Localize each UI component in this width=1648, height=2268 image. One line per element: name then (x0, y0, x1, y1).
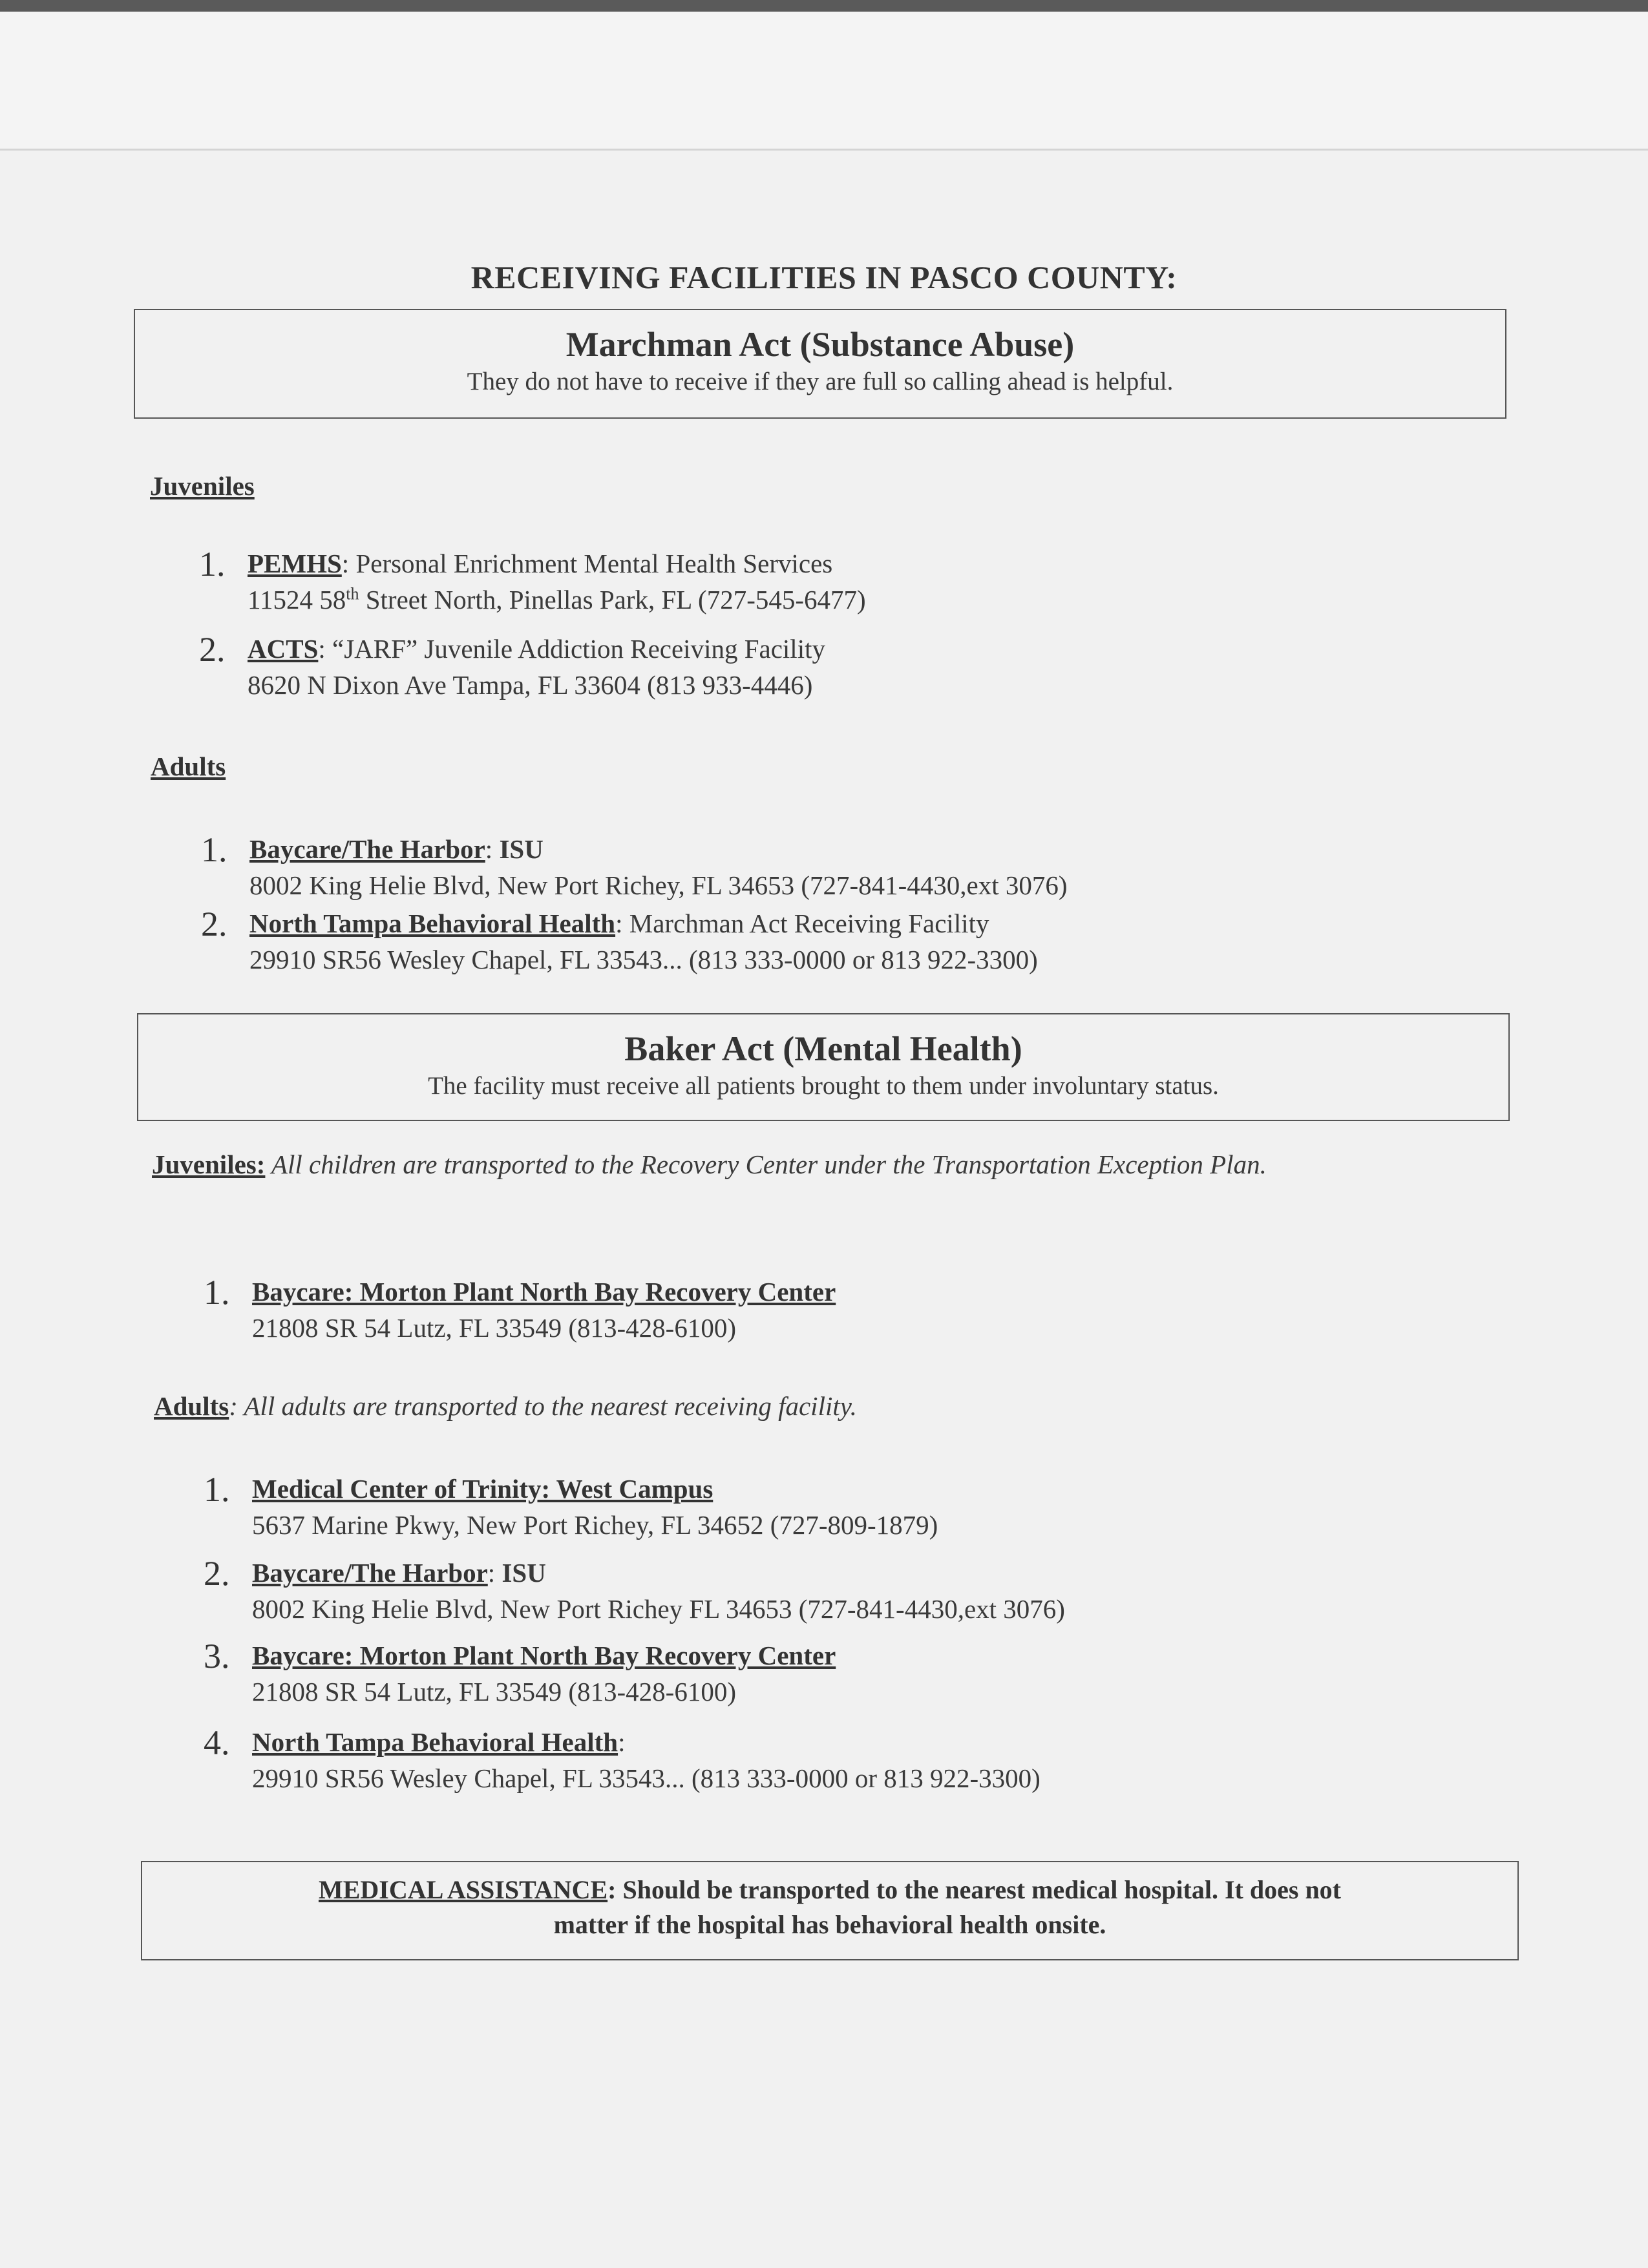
facility-address: 29910 SR56 Wesley Chapel, FL 33543... (813 333-0000 or 813 922-3300) (249, 945, 1038, 974)
facility-name: Baycare/The Harbor (249, 834, 485, 864)
facility-address: 21808 SR 54 Lutz, FL 33549 (813-428-6100) (252, 1313, 736, 1343)
baker-juveniles-label: Juveniles: (152, 1150, 266, 1179)
facility-description: “JARF” Juvenile Addiction Receiving Facility (332, 634, 825, 664)
facility-address: 5637 Marine Pkwy, New Port Richey, FL 34652 (727-809-1879) (252, 1510, 938, 1540)
document-page: RECEIVING FACILITIES IN PASCO COUNTY: Marchman Act (Substance Abuse) They do not have to receive if they are full so calling ahead is helpful. Juveniles 1. PEMHS: Personal Enrichment Mental Health Services 11524 58th Street North, Pinellas Park, FL (727-545-6477) 2. ACTS: “JARF” Juvenile Addiction Receiving Facility 8620 N Dixon Ave Tampa, FL 33604 (813 933-4446) Adults 1. Baycare/The Harbor: ISU 8002 King Helie Blvd, New Port Richey, FL 34653 (727-841-4430,ext 3076) 2. North Tampa Behavioral Health: Marchman Act Receiving Facility 29910 SR56 Wesley Chapel, FL 33543... (813 333-0000 or 813 922-3300) Baker Act (Mental Health) The facility must receive all patients brought to them under involuntary status. Juveniles: All children are transported to the Recovery Center under the Transportation Exception Plan. 1. Baycare: Morton Plant North Bay Recovery Center 21808 SR 54 Lutz, FL 33549 (813-428-6100) Adults: All adults are transported to the nearest receiving facility. 1. Medical Center of Trinity: West Campus 5637 Marine Pkwy, New Port Richey, FL 34652 (727-809-1879) 2. Baycare/The Harbor: ISU 8002 King Helie Blvd, New Port Richey FL 34653 (727-841-4430,ext 3076) 3. Baycare: Morton Plant North Bay Recovery Center 21808 SR 54 Lutz, FL 33549 (813-428-6100) 4. North Tampa Behavioral Health: 29910 SR56 Wesley Chapel, FL 33543... (813 333-0000 or 813 922-3300) MEDICAL ASSISTANCE: Should be transported to the nearest medical hospital. It does not matter if the hospital has behavioral health onsite. (0, 0, 1648, 2266)
baker-adults-note: Adults: All adults are transported to the nearest receiving facility. (154, 1391, 857, 1421)
item-number: 1. (204, 1273, 230, 1312)
marchman-adults-label: Adults (151, 751, 226, 781)
facility-name: North Tampa Behavioral Health (249, 908, 616, 938)
marchman-act-note: They do not have to receive if they are full so calling ahead is helpful. (467, 368, 1174, 395)
facility-name: Baycare: Morton Plant North Bay Recovery Center (252, 1277, 836, 1307)
facility-description: Personal Enrichment Mental Health Services (355, 549, 833, 578)
medical-assistance-box (141, 1861, 1519, 1960)
facility-name: PEMHS (248, 549, 342, 578)
baker-act-box (137, 1013, 1510, 1121)
item-number: 1. (204, 1470, 230, 1509)
marchman-act-box (134, 309, 1506, 419)
item-number: 2. (201, 905, 227, 943)
medical-assistance-label: MEDICAL ASSISTANCE (318, 1875, 608, 1904)
item-number: 1. (199, 545, 226, 583)
facility-address: 21808 SR 54 Lutz, FL 33549 (813-428-6100) (252, 1677, 736, 1706)
item-number: 2. (204, 1554, 230, 1593)
page-title: RECEIVING FACILITIES IN PASCO COUNTY: (470, 259, 1178, 295)
baker-act-note: The facility must receive all patients brought to them under involuntary status. (428, 1072, 1219, 1100)
baker-act-heading: Baker Act (Mental Health) (624, 1029, 1022, 1068)
facility-name: North Tampa Behavioral Health (252, 1727, 618, 1757)
marchman-act-heading: Marchman Act (Substance Abuse) (565, 325, 1075, 364)
facility-description: ISU (502, 1558, 546, 1588)
facility-address: 8002 King Helie Blvd, New Port Richey FL 34653 (727-841-4430,ext 3076) (252, 1594, 1065, 1624)
facility-description: ISU (499, 834, 544, 864)
facility-name: Medical Center of Trinity: West Campus (252, 1474, 713, 1504)
facility-description: Marchman Act Receiving Facility (629, 908, 989, 938)
facility-name: ACTS (248, 634, 319, 664)
facility-name: Baycare/The Harbor (252, 1558, 488, 1588)
item-number: 4. (204, 1723, 230, 1762)
facility-address: 8002 King Helie Blvd, New Port Richey, FL 34653 (727-841-4430,ext 3076) (249, 870, 1068, 900)
facility-address: 11524 58th Street North, Pinellas Park, FL (727-545-6477) (248, 584, 866, 614)
medical-assistance-text: MEDICAL ASSISTANCE: Should be transported to the nearest medical hospital. It does not matter if the hospital has behavioral health onsite. (318, 1875, 1342, 1939)
facility-name: Baycare: Morton Plant North Bay Recovery Center (252, 1641, 836, 1670)
item-number: 3. (204, 1637, 230, 1675)
facility-address: 29910 SR56 Wesley Chapel, FL 33543... (813 333-0000 or 813 922-3300) (252, 1763, 1041, 1793)
baker-juveniles-note: Juveniles: All children are transported to the Recovery Center under the Transportation Exception Plan. (152, 1150, 1267, 1179)
item-number: 1. (201, 830, 227, 869)
baker-adults-label: Adults (154, 1391, 229, 1421)
facility-address: 8620 N Dixon Ave Tampa, FL 33604 (813 933-4446) (248, 670, 813, 700)
item-number: 2. (199, 630, 226, 669)
marchman-juveniles-label: Juveniles (150, 471, 255, 501)
